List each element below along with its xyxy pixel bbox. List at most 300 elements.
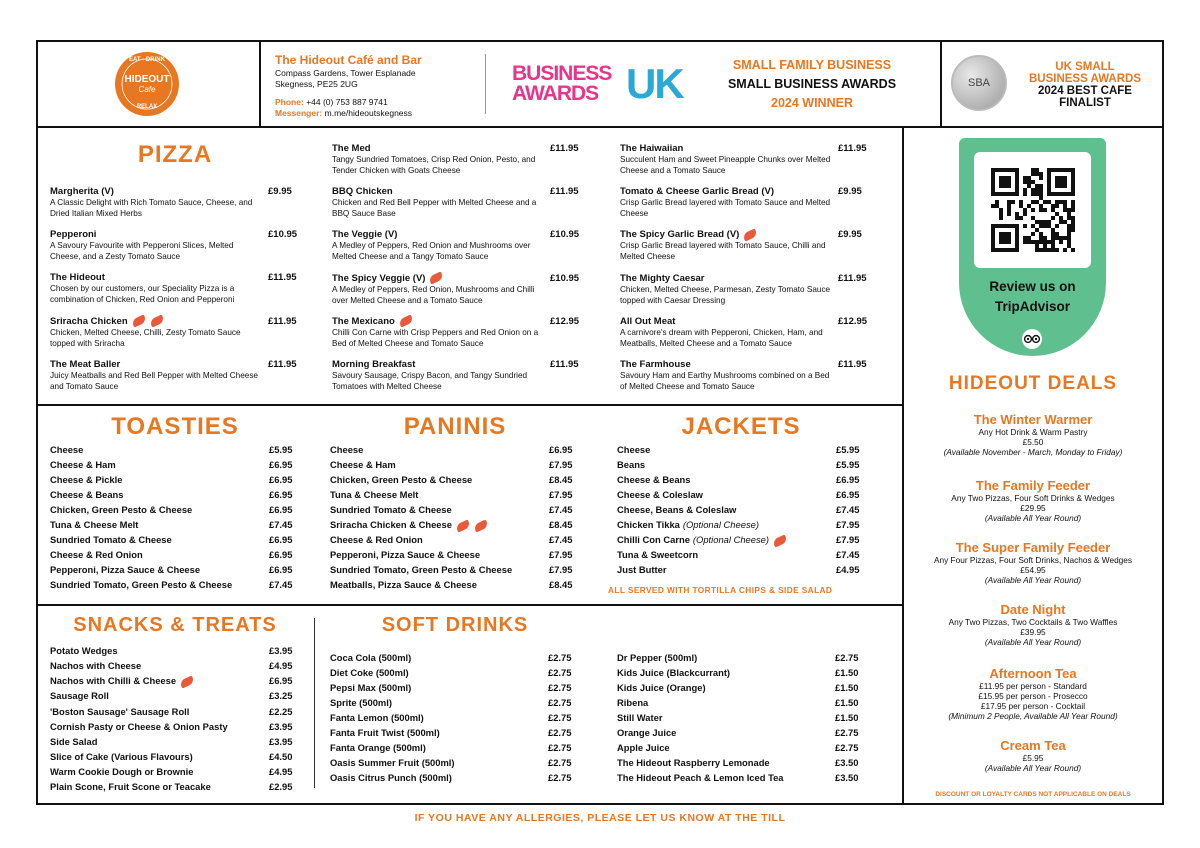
pizza-item-name xyxy=(620,273,870,284)
menu-row xyxy=(330,727,580,740)
pizza-item xyxy=(620,359,870,392)
menu-item-name-text: Chicken Tikka xyxy=(617,519,680,531)
pizza-item-description: Chilli Con Carne with Crisp Peppers and Red Onion on a Bed of Melted Cheese and Tomato Sauce xyxy=(332,327,539,348)
menu-item-name xyxy=(50,766,193,777)
menu-item-name-text: Apple Juice xyxy=(617,742,670,754)
deal-availability: (Available All Year Round) xyxy=(984,575,1082,585)
pizza-item-name xyxy=(332,229,582,240)
deal-title: Cream Tea xyxy=(1000,738,1066,753)
pizza-item-name xyxy=(332,273,582,284)
menu-item-price: £7.45 xyxy=(269,519,293,531)
menu-item-name-text: Sundried Tomato & Cheese xyxy=(50,534,172,546)
menu-row xyxy=(330,489,580,502)
menu-item-name xyxy=(330,667,409,678)
pizza-item-price: £11.95 xyxy=(268,315,297,327)
menu-row xyxy=(50,564,300,577)
menu-item-price: £6.95 xyxy=(269,459,293,471)
menu-item-price: £4.95 xyxy=(269,660,293,672)
menu-row xyxy=(50,781,300,794)
menu-item-name-text: Beans xyxy=(617,459,646,471)
deal-title: The Super Family Feeder xyxy=(955,540,1111,555)
pizza-item-name-text: Tomato & Cheese Garlic Bread (V) xyxy=(620,186,774,198)
menu-item-name-text: Sriracha Chicken & Cheese xyxy=(330,519,452,531)
phone-label: Phone: xyxy=(275,97,304,107)
menu-item-name-text: Sprite (500ml) xyxy=(330,697,392,709)
menu-item-name-text: Tuna & Sweetcorn xyxy=(617,549,699,561)
menu-item-name xyxy=(617,504,736,515)
tripadvisor-line-1: Review us on xyxy=(989,279,1076,294)
pizza-item-name-text: The Spicy Veggie (V) xyxy=(332,272,426,284)
menu-item-name-text: Cheese, Beans & Coleslaw xyxy=(617,504,737,516)
menu-item-price: £4.50 xyxy=(269,751,293,763)
menu-item-name xyxy=(330,727,440,738)
pizza-item-name-text: BBQ Chicken xyxy=(332,186,393,198)
pizza-item xyxy=(620,229,870,262)
menu-row xyxy=(330,697,580,710)
menu-item-name-text: The Hideout Peach & Lemon Iced Tea xyxy=(617,772,784,784)
menu-item-name xyxy=(330,742,426,753)
menu-row xyxy=(617,534,867,547)
menu-row xyxy=(330,772,580,785)
menu-item-name xyxy=(617,444,650,455)
award2-line2: BUSINESS AWARDS xyxy=(1028,73,1142,85)
chili-icon xyxy=(473,519,489,532)
menu-item-name xyxy=(330,697,392,708)
award1-line3: 2024 WINNER xyxy=(771,96,853,110)
pizza-item-description: A Savoury Favourite with Pepperoni Slices, Melted Cheese, and a Zesty Tomato Sauce xyxy=(50,241,234,262)
award2-line4: FINALIST xyxy=(1059,97,1111,109)
menu-row xyxy=(330,459,580,472)
deals-list xyxy=(904,412,1162,782)
pizza-item-description: Chicken, Melted Cheese, Chilli, Zesty Tomato Sauce topped with Sriracha xyxy=(50,327,241,348)
deal-detail: £5.95 xyxy=(1022,753,1044,763)
menu-item-name xyxy=(50,645,118,656)
menu-item-name xyxy=(50,504,192,515)
pizza-item-name-text: Sriracha Chicken xyxy=(50,315,128,327)
pizza-item-name xyxy=(332,143,582,154)
chili-icon xyxy=(131,314,147,327)
ba-uk-text: UK xyxy=(626,60,683,107)
messenger-line xyxy=(275,108,412,118)
menu-item-name-text: Chicken, Green Pesto & Cheese xyxy=(50,504,193,516)
menu-item-name-text: The Hideout Raspberry Lemonade xyxy=(617,757,770,769)
menu-row xyxy=(50,504,300,517)
menu-item-price: £7.45 xyxy=(549,534,573,546)
menu-item-name xyxy=(617,742,670,753)
pizza-item-name-text: All Out Meat xyxy=(620,315,676,327)
menu-item-name-text: Dr Pepper (500ml) xyxy=(617,652,698,663)
deal-availability: (Available All Year Round) xyxy=(984,513,1082,523)
pizza-title: PIZZA xyxy=(137,141,213,168)
deal-detail: £54.95 xyxy=(1020,565,1046,575)
menu-row xyxy=(330,667,580,680)
menu-item-name xyxy=(330,682,411,693)
header-vdivider xyxy=(940,40,942,128)
pizza-item-name-text: Morning Breakfast xyxy=(332,359,416,370)
menu-row xyxy=(330,534,580,547)
paninis-list xyxy=(330,444,580,604)
menu-item-name xyxy=(330,549,480,560)
messenger-link[interactable]: m.me/hideoutskegness xyxy=(324,108,413,118)
tripadvisor-owl-icon xyxy=(1021,328,1043,350)
menu-row xyxy=(330,712,580,725)
deal-item xyxy=(904,478,1162,523)
pizza-item-description: A carnivore's dream with Pepperoni, Chicken, Ham, and Meatballs, Melted Cheese and a Tomato Sauce xyxy=(620,327,823,348)
chili-icon xyxy=(149,314,165,327)
pizza-item-price: £11.95 xyxy=(550,186,579,198)
pizza-item-price: £11.95 xyxy=(838,143,867,154)
menu-row xyxy=(50,706,300,719)
chili-icon xyxy=(455,519,471,532)
pizza-item-name xyxy=(332,359,582,370)
menu-item-name-text: Just Butter xyxy=(617,564,667,576)
menu-item-price: £2.75 xyxy=(835,652,859,663)
menu-item-name-text: Potato Wedges xyxy=(50,645,118,656)
menu-item-name xyxy=(50,519,138,530)
menu-item-price: £1.50 xyxy=(835,667,859,679)
snacks-list xyxy=(50,645,300,800)
menu-row xyxy=(330,742,580,755)
jackets-footer: ALL SERVED WITH TORTILLA CHIPS & SIDE SALAD xyxy=(608,585,833,595)
chili-icon xyxy=(179,675,195,688)
award2-line1: UK SMALL xyxy=(1055,61,1115,73)
menu-item-name-text: Pepperoni, Pizza Sauce & Cheese xyxy=(330,549,481,561)
menu-item-price: £7.95 xyxy=(549,549,573,561)
pizza-item-description: Chicken and Red Bell Pepper with Melted Cheese and a BBQ Sauce Base xyxy=(332,198,537,219)
menu-row xyxy=(617,564,867,577)
pizza-item-price: £10.95 xyxy=(550,272,580,284)
pizza-item-price: £11.95 xyxy=(550,143,579,154)
menu-item-name-text: Fanta Lemon (500ml) xyxy=(330,712,424,724)
menu-item-name-text: Chilli Con Carne xyxy=(617,534,690,546)
deal-title: Afternoon Tea xyxy=(989,666,1077,681)
pizza-item-name xyxy=(620,359,870,370)
pizza-item-description: Crisp Garlic Bread layered with Tomato Sauce and Melted Cheese xyxy=(620,198,831,219)
pizza-item-description: Tangy Sundried Tomatoes, Crisp Red Onion, Pesto, and Tender Chicken with Goats Cheese xyxy=(332,155,536,175)
menu-item-price: £6.95 xyxy=(269,489,293,501)
phone-line xyxy=(275,97,388,107)
pizza-item-name xyxy=(620,316,870,327)
menu-item-name-text: Slice of Cake (Various Flavours) xyxy=(50,751,193,763)
menu-row xyxy=(617,474,867,487)
pizza-item-name-text: The Spicy Garlic Bread (V) xyxy=(620,229,740,241)
menu-item-price: £6.95 xyxy=(836,474,860,486)
award1-line2: SMALL BUSINESS AWARDS xyxy=(727,77,897,91)
menu-item-price: £1.50 xyxy=(835,697,859,709)
pizza-item-price: £11.95 xyxy=(268,358,297,370)
menu-row xyxy=(330,564,580,577)
menu-item-price: £6.95 xyxy=(269,474,293,486)
menu-item-price: £7.45 xyxy=(836,504,860,516)
pizza-item-price: £9.95 xyxy=(838,229,862,241)
snacks-title: SNACKS & TREATS xyxy=(73,614,277,636)
menu-row xyxy=(50,519,300,532)
menu-row xyxy=(50,474,300,487)
deal-detail: £11.95 per person - Standard xyxy=(979,681,1087,691)
menu-item-name-text: Ribena xyxy=(617,697,649,709)
menu-item-name xyxy=(50,444,83,455)
drinks-title: SOFT DRINKS xyxy=(381,614,529,636)
header-thin-divider xyxy=(485,54,486,114)
pizza-item xyxy=(332,143,582,176)
pizza-item-name-text: The Med xyxy=(332,143,371,154)
menu-item-price: £2.75 xyxy=(835,727,859,739)
menu-item-price: £2.95 xyxy=(269,781,293,793)
menu-item-name xyxy=(617,459,645,470)
deal-title: The Winter Warmer xyxy=(973,412,1093,427)
jackets-title: JACKETS xyxy=(681,413,801,440)
pizza-item xyxy=(50,359,300,392)
menu-item-name xyxy=(50,781,211,792)
logo-top-text: EAT · DRINK xyxy=(129,57,165,63)
menu-item-name-text: Oasis Citrus Punch (500ml) xyxy=(330,772,452,784)
hideout-logo xyxy=(115,52,179,116)
deal-availability: (Minimum 2 People, Available All Year Round) xyxy=(948,711,1118,721)
menu-item-name xyxy=(50,736,97,747)
pizza-item-name xyxy=(620,143,870,154)
deal-title: Date Night xyxy=(1000,602,1066,617)
menu-row xyxy=(617,489,867,502)
menu-item-price: £2.75 xyxy=(548,697,572,709)
chili-icon xyxy=(772,534,788,547)
menu-item-name-text: Cheese & Ham xyxy=(50,459,116,471)
menu-item-name-text: Sausage Roll xyxy=(50,690,109,702)
menu-item-name-text: Sundried Tomato & Cheese xyxy=(330,504,452,516)
logo-bottom-text: RELAX xyxy=(136,104,158,110)
menu-item-name xyxy=(50,579,232,590)
menu-item-price: £2.75 xyxy=(835,742,859,754)
pizza-item-name xyxy=(620,186,870,197)
deal-availability: (Available November - March, Monday to Friday) xyxy=(943,447,1123,457)
menu-row xyxy=(50,660,300,673)
pizza-item-name-text: The Farmhouse xyxy=(620,359,691,370)
menu-row xyxy=(330,519,580,532)
deals-title: HIDEOUT DEALS xyxy=(948,373,1118,394)
menu-item-price: £5.95 xyxy=(836,444,860,455)
menu-row xyxy=(617,712,867,725)
menu-item-price: £6.95 xyxy=(836,489,860,501)
pizza-item-description: Juicy Meatballs and Red Bell Pepper with Melted Cheese and Tomato Sauce xyxy=(50,370,258,391)
menu-item-name xyxy=(330,459,396,470)
menu-row xyxy=(617,772,867,785)
menu-item-price: £6.95 xyxy=(269,549,293,561)
menu-item-name xyxy=(617,474,690,485)
menu-item-name xyxy=(617,549,698,560)
pizza-item-name xyxy=(50,229,300,240)
pizza-item-name xyxy=(620,229,870,240)
menu-item-price: £7.45 xyxy=(549,504,573,516)
pizza-item-description: A Medley of Peppers, Red Onion and Mushrooms over Melted Cheese and a Tangy Tomato Sauce xyxy=(332,241,531,262)
menu-item-name-text: Cornish Pasty or Cheese & Onion Pasty xyxy=(50,720,228,732)
deal-detail: £5.50 xyxy=(1022,437,1044,447)
menu-item-name xyxy=(50,489,123,500)
menu-item-name-text: Cheese & Coleslaw xyxy=(617,489,703,501)
pizza-item-price: £9.95 xyxy=(268,186,292,197)
deal-item xyxy=(904,412,1162,457)
pizza-item xyxy=(50,272,300,305)
menu-item-name-text: Cheese & Beans xyxy=(617,474,691,486)
menu-row xyxy=(50,766,300,779)
business-awards-uk-logo xyxy=(512,62,692,108)
pizza-item-name xyxy=(50,272,300,283)
menu-item-name xyxy=(330,712,424,723)
paninis-title: PANINIS xyxy=(403,413,507,440)
menu-item-name-text: Sundried Tomato, Green Pesto & Cheese xyxy=(50,579,233,591)
menu-item-price: £8.45 xyxy=(549,579,573,591)
phone-number[interactable]: +44 (0) 753 887 9741 xyxy=(306,97,388,107)
menu-row xyxy=(617,742,867,755)
deal-detail: Any Two Pizzas, Four Soft Drinks & Wedges xyxy=(951,493,1115,503)
menu-item-price: £5.95 xyxy=(269,444,293,455)
menu-item-price: £1.50 xyxy=(835,712,859,724)
menu-row xyxy=(50,675,300,688)
pizza-item-description: Savoury Ham and Earthy Mushrooms combined on a Bed of Melted Cheese and Tomato Sauce xyxy=(620,371,830,391)
pizza-item-name-text: The Meat Baller xyxy=(50,358,121,370)
menu-item-name xyxy=(330,519,488,530)
pizza-item-price: £10.95 xyxy=(268,229,298,241)
pizza-item-price: £12.95 xyxy=(550,315,580,327)
tripadvisor-card[interactable] xyxy=(959,138,1106,356)
allergy-notice: IF YOU HAVE ANY ALLERGIES, PLEASE LET US KNOW AT THE TILL xyxy=(414,812,786,824)
menu-item-name-text: Chicken, Green Pesto & Cheese xyxy=(330,474,473,486)
menu-item-price: £2.75 xyxy=(548,667,572,679)
pizza-item xyxy=(50,316,300,349)
pizza-item-name-text: The Hideout xyxy=(50,272,105,284)
menu-item-name-text: Pepperoni, Pizza Sauce & Cheese xyxy=(50,564,201,576)
menu-item-price: £3.50 xyxy=(835,757,859,769)
menu-item-price: £5.95 xyxy=(836,459,860,471)
menu-row xyxy=(50,444,300,457)
menu-item-name xyxy=(617,697,648,708)
pizza-item-name-text: The Haiwaiian xyxy=(620,143,684,154)
menu-row xyxy=(50,579,300,592)
menu-row xyxy=(617,682,867,695)
menu-row xyxy=(617,444,867,457)
menu-item-price: £8.45 xyxy=(549,474,573,486)
logo-main-text: HIDEOUT xyxy=(124,74,170,85)
menu-item-price: £7.45 xyxy=(836,549,860,561)
menu-item-name-text: Fanta Orange (500ml) xyxy=(330,742,426,754)
menu-item-name-text: Meatballs, Pizza Sauce & Cheese xyxy=(330,579,477,591)
menu-row xyxy=(50,751,300,764)
menu-item-name xyxy=(617,727,676,738)
menu-item-name-text: 'Boston Sausage' Sausage Roll xyxy=(50,705,190,717)
menu-item-price: £3.95 xyxy=(269,645,293,656)
menu-row xyxy=(50,645,300,658)
menu-item-name-text: Coca Cola (500ml) xyxy=(330,652,412,663)
chili-icon xyxy=(428,271,444,284)
menu-row xyxy=(50,534,300,547)
menu-item-name-text: Cheese & Pickle xyxy=(50,474,123,486)
menu-item-name xyxy=(50,721,228,732)
pizza-item-description: A Classic Delight with Rich Tomato Sauce, Cheese, and Dried Italian Mixed Herbs xyxy=(50,198,253,218)
menu-item-name-text: Cheese xyxy=(330,444,364,455)
menu-item-price: £3.95 xyxy=(269,735,293,747)
menu-row xyxy=(330,504,580,517)
pizza-item-description: Succulent Ham and Sweet Pineapple Chunks over Melted Cheese and a Tomato Sauce xyxy=(620,155,831,175)
menu-item-price: £7.45 xyxy=(269,579,293,591)
menu-item-price: £2.75 xyxy=(548,682,572,694)
address-line-1: Compass Gardens, Tower Esplanade xyxy=(275,68,416,78)
pizza-item xyxy=(332,316,582,349)
snacks-vdivider xyxy=(314,618,315,788)
menu-item-price: £6.95 xyxy=(269,534,293,546)
menu-item-name-text: Cheese xyxy=(617,444,651,455)
menu-item-name-text: Tuna & Cheese Melt xyxy=(330,489,419,501)
toasties-list xyxy=(50,444,300,604)
pizza-item-name xyxy=(332,186,582,197)
menu-row xyxy=(617,727,867,740)
menu-item-name xyxy=(50,751,193,762)
menu-item-name xyxy=(50,459,116,470)
deals-footer: DISCOUNT OR LOYALTY CARDS NOT APPLICABLE ON DEALS xyxy=(935,791,1131,798)
pizza-item-price: £11.95 xyxy=(550,359,579,370)
deal-detail: £29.95 xyxy=(1020,503,1046,513)
deal-item xyxy=(904,738,1162,773)
menu-item-name xyxy=(50,690,109,701)
menu-item-price: £7.95 xyxy=(549,459,573,471)
menu-item-name-text: Pepsi Max (500ml) xyxy=(330,682,412,694)
menu-item-name-text: Plain Scone, Fruit Scone or Teacake xyxy=(50,781,211,793)
menu-row xyxy=(330,444,580,457)
menu-row xyxy=(50,549,300,562)
pizza-item-name xyxy=(50,316,300,327)
pizza-item-description: A Medley of Peppers, Red Onion, Mushrooms and Chilli over Melted Cheese and a Tomato Sauce xyxy=(332,284,535,305)
qr-code-icon[interactable] xyxy=(991,168,1075,252)
menu-item-name-text: Kids Juice (Blackcurrant) xyxy=(617,667,731,679)
award2-line3: 2024 BEST CAFE xyxy=(1038,85,1132,97)
header-vdivider xyxy=(259,40,261,128)
menu-row xyxy=(617,667,867,680)
menu-item-price: £7.95 xyxy=(836,519,860,531)
sba-badge-text: SBA xyxy=(967,77,990,89)
menu-row xyxy=(617,459,867,472)
menu-item-name xyxy=(617,489,703,500)
menu-item-name xyxy=(617,682,706,693)
menu-item-name-text: Diet Coke (500ml) xyxy=(330,667,409,679)
ba-business-text: BUSINESS xyxy=(512,62,612,85)
pizza-divider xyxy=(36,404,904,406)
menu-item-name xyxy=(617,712,663,723)
menu-row xyxy=(617,504,867,517)
menu-item-name xyxy=(50,534,172,545)
jackets-list xyxy=(617,444,867,584)
pizza-item-price: £11.95 xyxy=(268,272,297,284)
menu-item-name xyxy=(50,474,122,485)
pizza-item-name-text: The Mighty Caesar xyxy=(620,272,705,284)
menu-row xyxy=(617,519,867,532)
menu-row xyxy=(617,549,867,562)
award1-line1: SMALL FAMILY BUSINESS xyxy=(732,58,892,72)
menu-item-name xyxy=(330,757,455,768)
menu-item-price: £2.75 xyxy=(548,652,572,663)
pizza-item-description: Crisp Garlic Bread layered with Tomato Sauce, Chilli and Melted Cheese xyxy=(620,241,826,262)
menu-item-price: £7.95 xyxy=(549,489,573,501)
messenger-label: Messenger: xyxy=(275,108,323,118)
menu-row xyxy=(617,757,867,770)
menu-item-name xyxy=(617,772,784,783)
cafe-name: The Hideout Café and Bar xyxy=(275,53,422,67)
deal-title: The Family Feeder xyxy=(975,478,1091,493)
menu-item-name xyxy=(50,549,143,560)
menu-item-price: £3.25 xyxy=(269,690,293,702)
menu-item-name xyxy=(330,772,452,783)
menu-item-price: £6.95 xyxy=(269,675,293,687)
deal-detail: Any Four Pizzas, Four Soft Drinks, Nachos & Wedges xyxy=(933,555,1133,565)
menu-item-name-text: Cheese xyxy=(50,444,84,455)
deal-detail: £15.95 per person - Prosecco xyxy=(978,691,1088,701)
pizza-item-name-text: The Mexicano xyxy=(332,315,395,327)
